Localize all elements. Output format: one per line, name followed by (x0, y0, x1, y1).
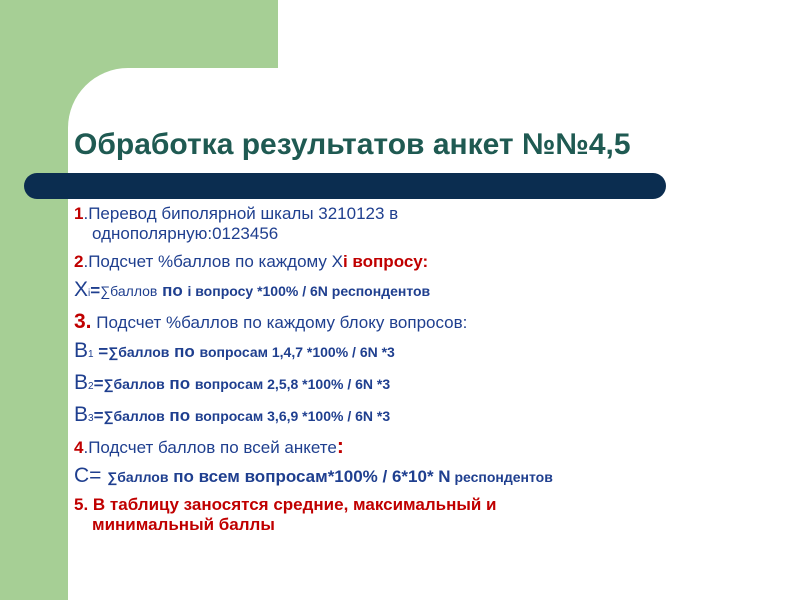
formula-rest: вопросам 1,4,7 *100% / 6N *3 (199, 344, 395, 360)
formula-subscript: i (88, 288, 91, 299)
formula-mid: по всем вопросам*100% / 6*10* N (168, 467, 451, 486)
list-item-1 (74, 204, 774, 244)
item-colon: : (336, 435, 344, 458)
formula-head: B (74, 339, 89, 362)
formula-head: B (74, 371, 89, 394)
formula-sum: ∑баллов (107, 469, 169, 485)
formula-equals: = (93, 374, 104, 393)
item-var: i (342, 252, 348, 271)
formula-po: по (164, 406, 195, 425)
item-number: 2 (74, 252, 84, 271)
formula-sum: ∑баллов (108, 344, 170, 360)
formula-rest: вопросу *100% / 6N респондентов (191, 283, 431, 299)
green-left-stripe (0, 0, 68, 600)
formula-equals: = (90, 281, 101, 300)
item-text-tail: вопросу: (347, 252, 429, 271)
formula-equals: = (93, 342, 109, 361)
formula-head: B (74, 403, 89, 426)
item-number: 5. (74, 495, 89, 514)
list-item-2 (74, 252, 774, 272)
formula-subscript: 2 (88, 381, 94, 392)
formula-xi (74, 280, 774, 304)
formula-sum: ∑баллов (103, 376, 165, 392)
formula-head: X (74, 278, 89, 301)
formula-b3 (74, 405, 774, 429)
item-text-continued: однополярную:0123456 (92, 224, 279, 243)
green-top-stripe (0, 0, 278, 68)
formula-head: C (74, 464, 90, 487)
formula-subscript: 3 (88, 413, 94, 424)
item-text: В таблицу заносятся средние, максимальный и (88, 495, 497, 514)
formula-po: по (169, 342, 200, 361)
item-number: 1 (74, 204, 84, 223)
item-number: 4 (74, 438, 84, 457)
title-underline-bar (24, 173, 666, 199)
list-item-5 (74, 495, 774, 535)
list-item-3 (74, 312, 774, 333)
formula-po: по (157, 281, 188, 300)
item-text: .Подсчет баллов по всей анкете (83, 438, 337, 457)
list-item-4 (74, 437, 774, 458)
formula-c (74, 466, 774, 487)
item-number: 3. (74, 310, 92, 333)
formula-subscript: 1 (88, 349, 94, 360)
slide-title: Обработка результатов анкет №№4,5 (74, 128, 631, 161)
formula-equals: = (93, 406, 104, 425)
formula-b1 (74, 341, 774, 365)
formula-po: по (164, 374, 195, 393)
formula-b2 (74, 373, 774, 397)
slide-content (74, 204, 774, 543)
item-text: Подсчет %баллов по каждому блоку вопросов: (91, 313, 468, 332)
formula-var: i (187, 283, 192, 299)
formula-sum: ∑баллов (103, 408, 165, 424)
formula-rest: вопросам 3,6,9 *100% / 6N *3 (194, 408, 391, 424)
formula-rest: респондентов (450, 469, 553, 485)
formula-rest: вопросам 2,5,8 *100% / 6N *3 (194, 376, 391, 392)
item-text: .Перевод биполярной шкалы 3210123 в (83, 204, 399, 223)
item-text-continued: минимальный баллы (92, 515, 275, 534)
formula-sum: ∑баллов (100, 283, 158, 299)
item-text: .Подсчет %баллов по каждому X (83, 252, 343, 271)
formula-equals: = (89, 464, 108, 487)
